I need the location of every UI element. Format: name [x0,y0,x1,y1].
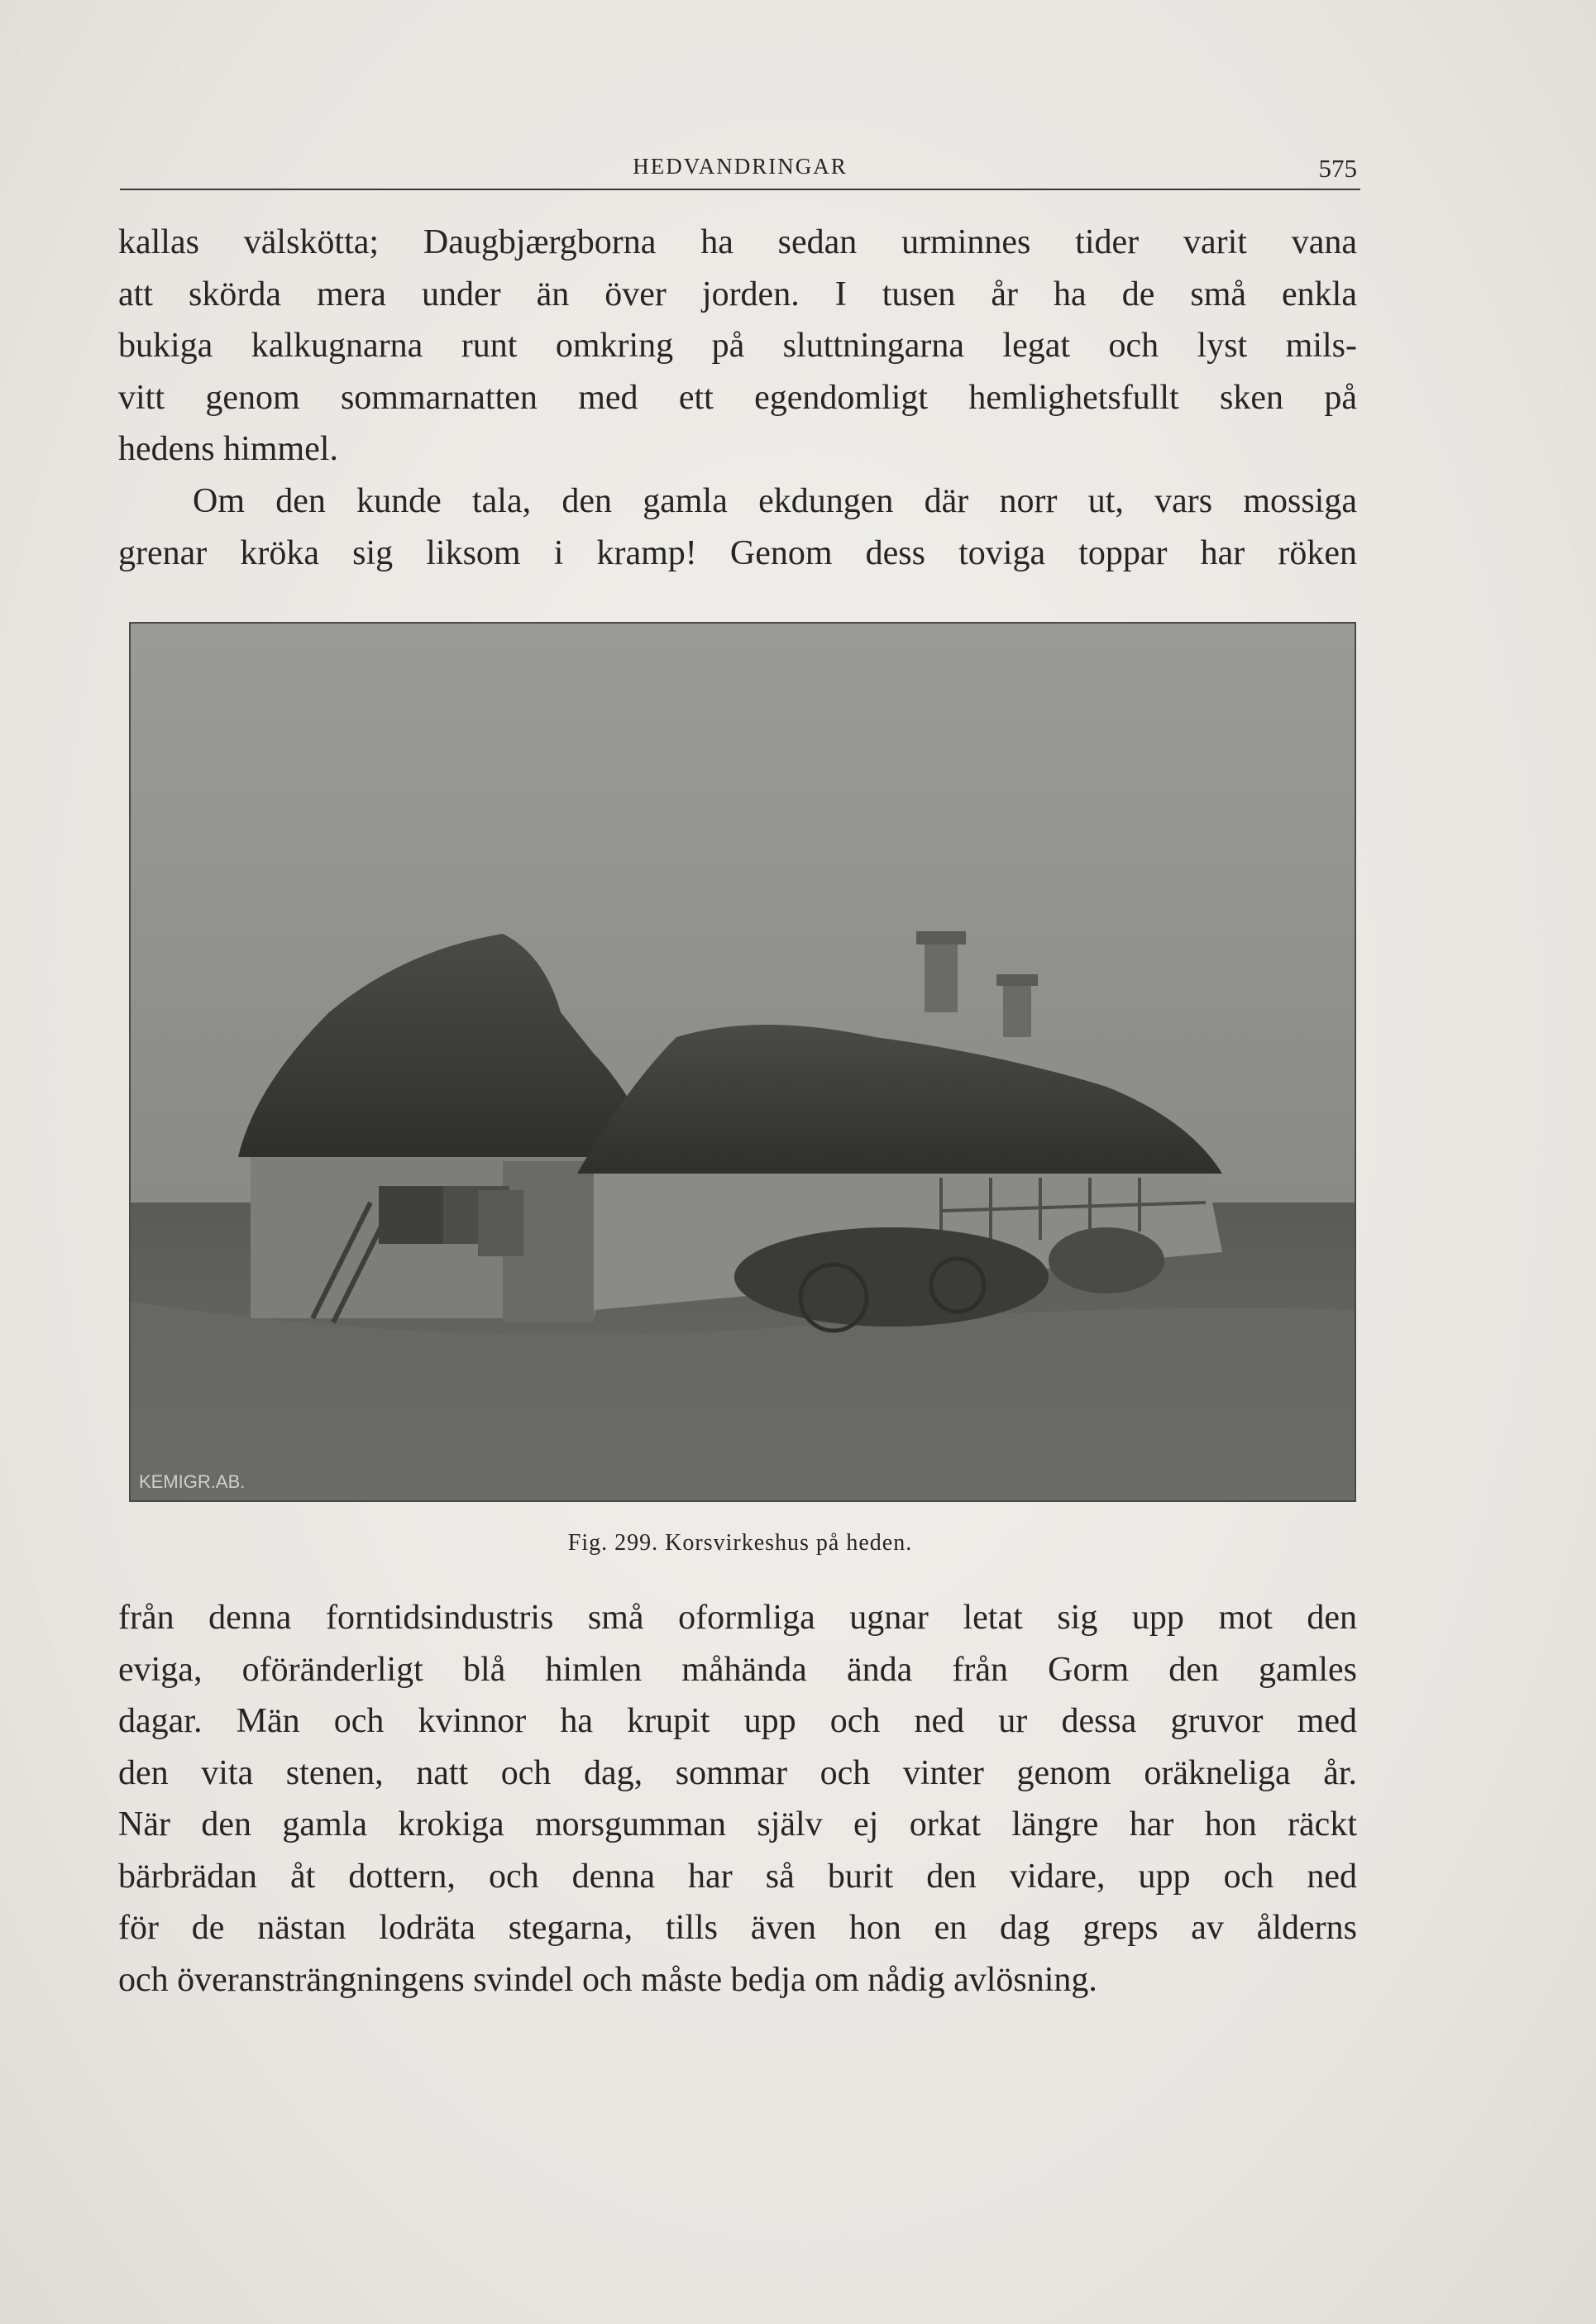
engraver-mark: KEMIGR.AB. [139,1471,246,1492]
text-line: för de nästan lodräta stegarna, tills även hon en dag greps av ålderns [118,1909,1357,1947]
text-line: dagar. Män och kvinnor ha krupit upp och ned ur dessa gruvor med [118,1702,1357,1740]
text-line: hedens himmel. [118,430,338,468]
text-line: från denna forntidsindustris små oformliga ugnar letat sig upp mot den [118,1599,1357,1637]
text-line: att skörda mera under än över jorden. I tusen år ha de små enkla [118,275,1357,313]
header-rule [120,189,1360,190]
text-line: den vita stenen, natt och dag, sommar och vinter genom oräkneliga år. [118,1753,1357,1792]
figure-photograph [129,622,1356,1502]
text-line: Om den kunde tala, den gamla ekdungen där norr ut, vars mossiga [193,482,1357,520]
text-line: När den gamla krokiga morsgumman själv ej orkat längre har hon räckt [118,1805,1357,1843]
paragraph-ekdungen [118,476,1357,579]
text-line: bukiga kalkugnarna runt omkring på sluttningarna legat och lyst mils- [118,327,1357,365]
paragraph-continued [118,217,1357,476]
korsvirkeshus-photo [131,624,1355,1500]
text-line: och överansträngningens svindel och måste bedja om nådig avlösning. [118,1960,1097,1999]
running-head [120,149,1360,190]
text-line: grenar kröka sig liksom i kramp! Genom dess toviga toppar har röken [118,533,1357,572]
figure-caption: Fig. 299. Korsvirkeshus på heden. [567,1530,913,1556]
paragraph-forntidsindustri [118,1592,1357,2006]
page-number: 575 [1318,154,1357,183]
running-title: HEDVANDRINGAR [633,154,848,179]
text-line: eviga, oföränderligt blå himlen måhända ända från Gorm den gamles [118,1650,1357,1689]
text-line: kallas välskötta; Daugbjærgborna ha sedan urminnes tider varit vana [118,223,1357,261]
text-line: vitt genom sommarnatten med ett egendomligt hemlighetsfullt sken på [118,378,1357,417]
text-line: bärbrädan åt dottern, och denna har så burit den vidare, upp och ned [118,1857,1357,1896]
